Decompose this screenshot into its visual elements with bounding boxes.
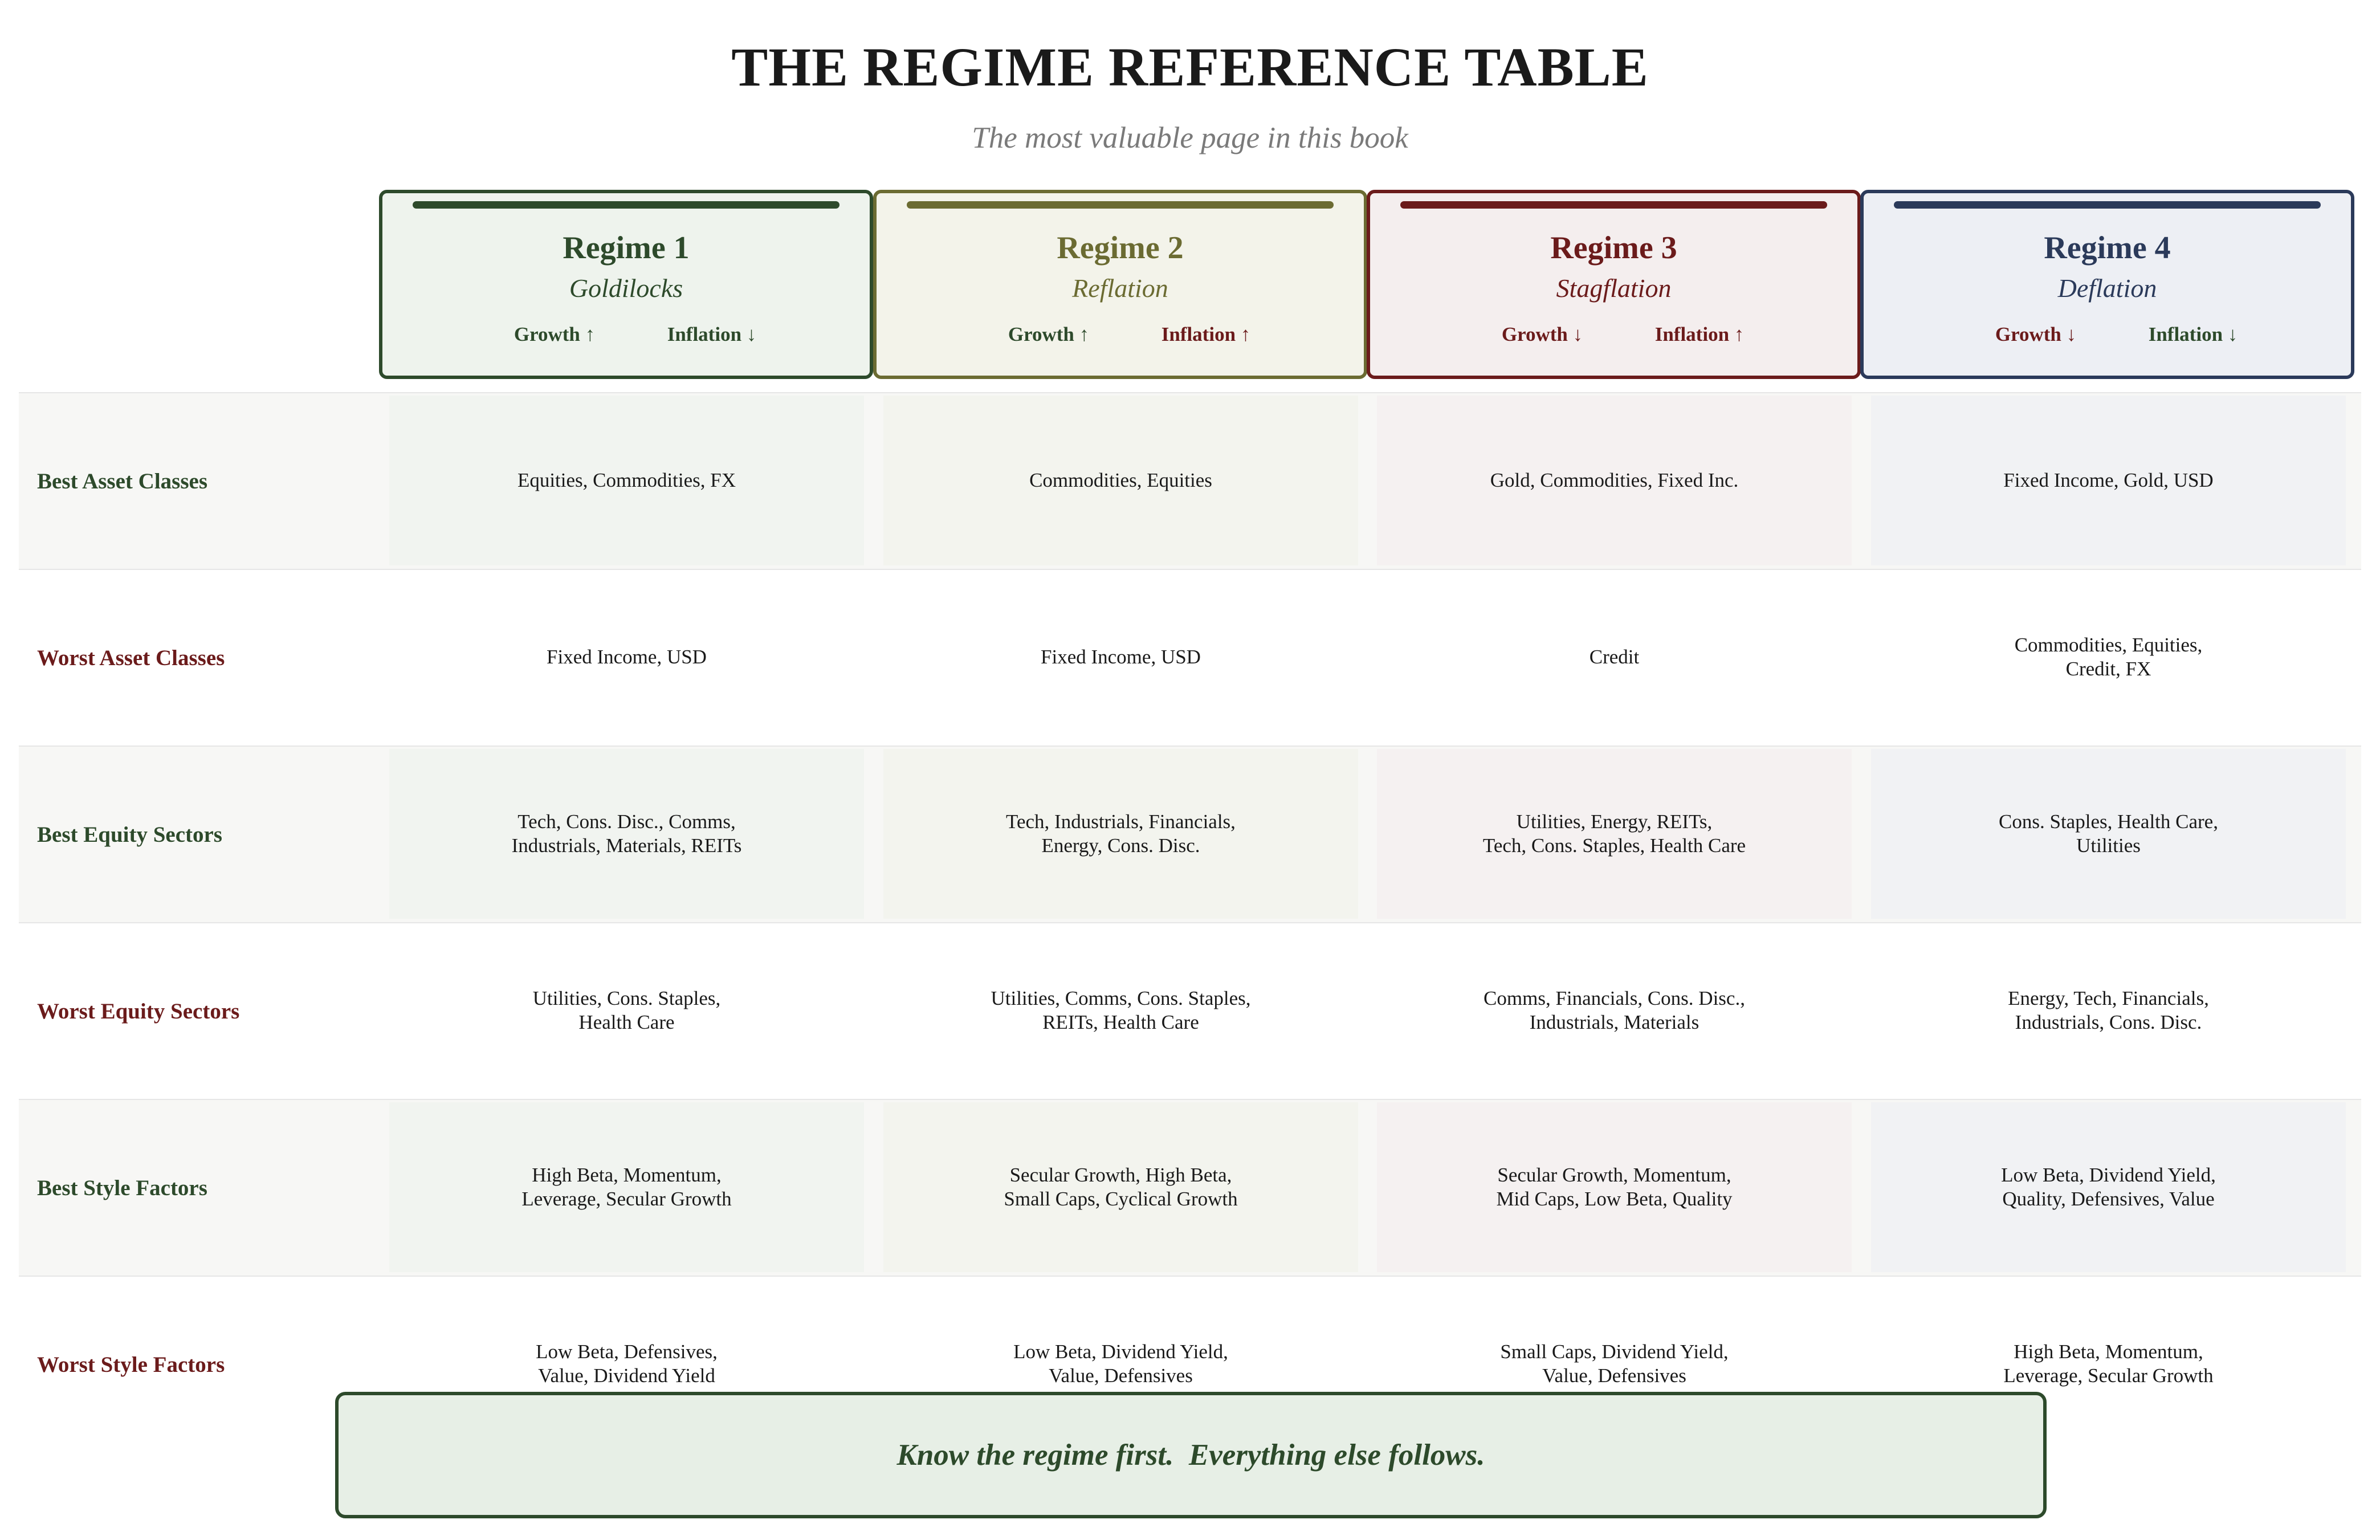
cell-text: Utilities, Energy, REITs, Tech, Cons. Staples, Health Care [1482,810,1746,857]
regime-subtitle: Deflation [2057,274,2157,303]
table-cell [883,749,1358,919]
growth-indicator: Growth ↑ [1008,323,1090,345]
regime-header-4 [1860,190,2354,379]
regime-header-3 [1367,190,1861,379]
page-title: THE REGIME REFERENCE TABLE [731,36,1649,97]
regime-subtitle: Stagflation [1556,274,1672,303]
table-cell [389,572,864,742]
cell-text: Fixed Income, USD [547,646,707,668]
cell-text: Low Beta, Dividend Yield, Quality, Defensives, Value [2001,1164,2216,1210]
regime-accent-bar [907,201,1334,209]
row-label: Worst Equity Sectors [37,999,240,1024]
table-cell [389,1102,864,1272]
regime-name: Regime 4 [2044,230,2171,266]
inflation-indicator: Inflation ↑ [1161,323,1251,345]
cell-text: Comms, Financials, Cons. Disc., Industrials, Materials [1484,987,1745,1033]
regime-accent-bar [1400,201,1827,209]
cell-text: Credit [1589,646,1640,668]
regime-subtitle: Reflation [1072,274,1168,303]
cell-text: High Beta, Momentum, Leverage, Secular Growth [2003,1341,2214,1387]
row-label: Best Equity Sectors [37,822,222,847]
table-cell [1377,749,1852,919]
cell-text: Tech, Cons. Disc., Comms, Industrials, Materials, REITs [511,810,742,857]
cell-text: Low Beta, Defensives, Value, Dividend Yield [536,1341,718,1387]
regime-header-1 [379,190,873,379]
cell-text: Small Caps, Dividend Yield, Value, Defensives [1500,1341,1729,1387]
cell-text: Secular Growth, Momentum, Mid Caps, Low Beta, Quality [1496,1164,1733,1210]
regime-accent-bar [413,201,839,209]
footer-callout [335,1392,2047,1518]
cell-text: Commodities, Equities [1029,469,1212,491]
table-row [19,392,2361,569]
cell-text: Utilities, Cons. Staples, Health Care [532,987,721,1033]
table-cell [1377,926,1852,1095]
table-cell [389,749,864,919]
table-cell [1377,1102,1852,1272]
growth-indicator: Growth ↑ [514,323,596,345]
table-cell [883,1102,1358,1272]
regime-header-2 [873,190,1367,379]
table-row [19,922,2361,1099]
table-cell [883,572,1358,742]
table-cell [883,396,1358,565]
table-row [19,1099,2361,1276]
row-label: Best Asset Classes [37,468,207,494]
cell-text: Fixed Income, Gold, USD [2003,469,2214,491]
inflation-indicator: Inflation ↓ [2148,323,2238,345]
table-cell [1871,926,2346,1095]
inflation-indicator: Inflation ↑ [1654,323,1745,345]
table-row [19,745,2361,922]
table-cell [1871,1102,2346,1272]
regime-accent-bar [1894,201,2321,209]
cell-text: Commodities, Equities, Credit, FX [2014,634,2203,680]
cell-text: Secular Growth, High Beta, Small Caps, Cyclical Growth [1004,1164,1238,1210]
cell-text: Low Beta, Dividend Yield, Value, Defensives [1013,1341,1228,1387]
row-label: Worst Style Factors [37,1352,225,1377]
regime-subtitle: Goldilocks [569,274,683,303]
table-cell [1377,572,1852,742]
regime-name: Regime 1 [563,230,690,266]
table-cell [1871,396,2346,565]
table-cell [1377,396,1852,565]
footer-text: Know the regime first. Everything else follows. [896,1439,1485,1472]
table-cell [883,926,1358,1095]
cell-text: Gold, Commodities, Fixed Inc. [1490,469,1739,491]
row-label: Best Style Factors [37,1175,207,1200]
growth-indicator: Growth ↓ [1995,323,2077,345]
page-subtitle: The most valuable page in this book [972,121,1408,154]
regime-name: Regime 2 [1057,230,1184,266]
cell-text: Fixed Income, USD [1041,646,1201,668]
cell-text: Energy, Tech, Financials, Industrials, Cons. Disc. [2008,987,2209,1033]
cell-text: High Beta, Momentum, Leverage, Secular Growth [521,1164,732,1210]
table-cell [1871,749,2346,919]
cell-text: Cons. Staples, Health Care, Utilities [1999,810,2218,857]
table-cell [389,396,864,565]
cell-text: Utilities, Comms, Cons. Staples, REITs, Health Care [991,987,1251,1033]
table-row [19,569,2361,745]
inflation-indicator: Inflation ↓ [667,323,757,345]
table-cell [389,926,864,1095]
table-cell [1871,572,2346,742]
growth-indicator: Growth ↓ [1501,323,1583,345]
cell-text: Tech, Industrials, Financials, Energy, Cons. Disc. [1006,810,1236,857]
regime-name: Regime 3 [1550,230,1677,266]
row-label: Worst Asset Classes [37,645,225,670]
cell-text: Equities, Commodities, FX [517,469,736,491]
